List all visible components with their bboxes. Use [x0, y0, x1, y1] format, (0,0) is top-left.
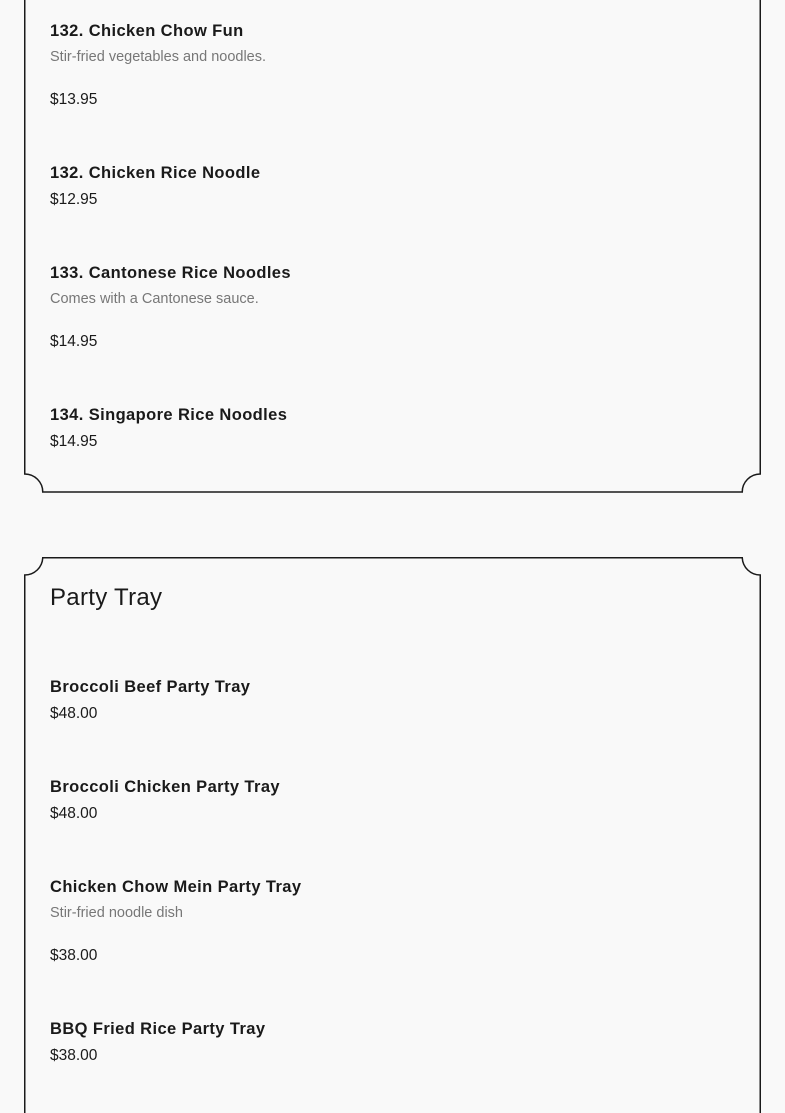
item-name: 132. Chicken Rice Noodle	[50, 164, 261, 182]
section-title: Party Tray	[50, 584, 163, 611]
menu-item[interactable]	[50, 22, 266, 65]
menu-item[interactable]	[50, 778, 280, 797]
item-description: Stir-fried noodle dish	[50, 905, 183, 921]
menu-item[interactable]	[50, 164, 260, 183]
item-price: $48.00	[50, 805, 98, 822]
menu-item[interactable]	[50, 406, 287, 425]
item-name: 134. Singapore Rice Noodles	[50, 406, 288, 424]
item-price: $14.95	[50, 333, 98, 350]
menu-item[interactable]	[50, 1020, 265, 1039]
menu-item[interactable]	[50, 878, 301, 921]
item-name: 133. Cantonese Rice Noodles	[50, 264, 291, 282]
item-name: 132. Chicken Chow Fun	[50, 22, 244, 40]
item-name: Broccoli Chicken Party Tray	[50, 778, 280, 796]
item-price: $48.00	[50, 705, 98, 722]
item-price: $38.00	[50, 1047, 98, 1064]
menu-item[interactable]	[50, 264, 291, 307]
item-description: Stir-fried vegetables and noodles.	[50, 49, 267, 65]
item-name: BBQ Fried Rice Party Tray	[50, 1020, 266, 1038]
item-price: $14.95	[50, 433, 98, 450]
item-price: $38.00	[50, 947, 98, 964]
item-name: Broccoli Beef Party Tray	[50, 678, 251, 696]
item-price: $13.95	[50, 91, 98, 108]
item-price: $12.95	[50, 191, 98, 208]
menu-item[interactable]	[50, 678, 250, 697]
menu-section-noodles	[24, 0, 761, 493]
item-name: Chicken Chow Mein Party Tray	[50, 878, 302, 896]
menu-section-party-tray	[24, 557, 761, 1113]
item-description: Comes with a Cantonese sauce.	[50, 291, 259, 307]
